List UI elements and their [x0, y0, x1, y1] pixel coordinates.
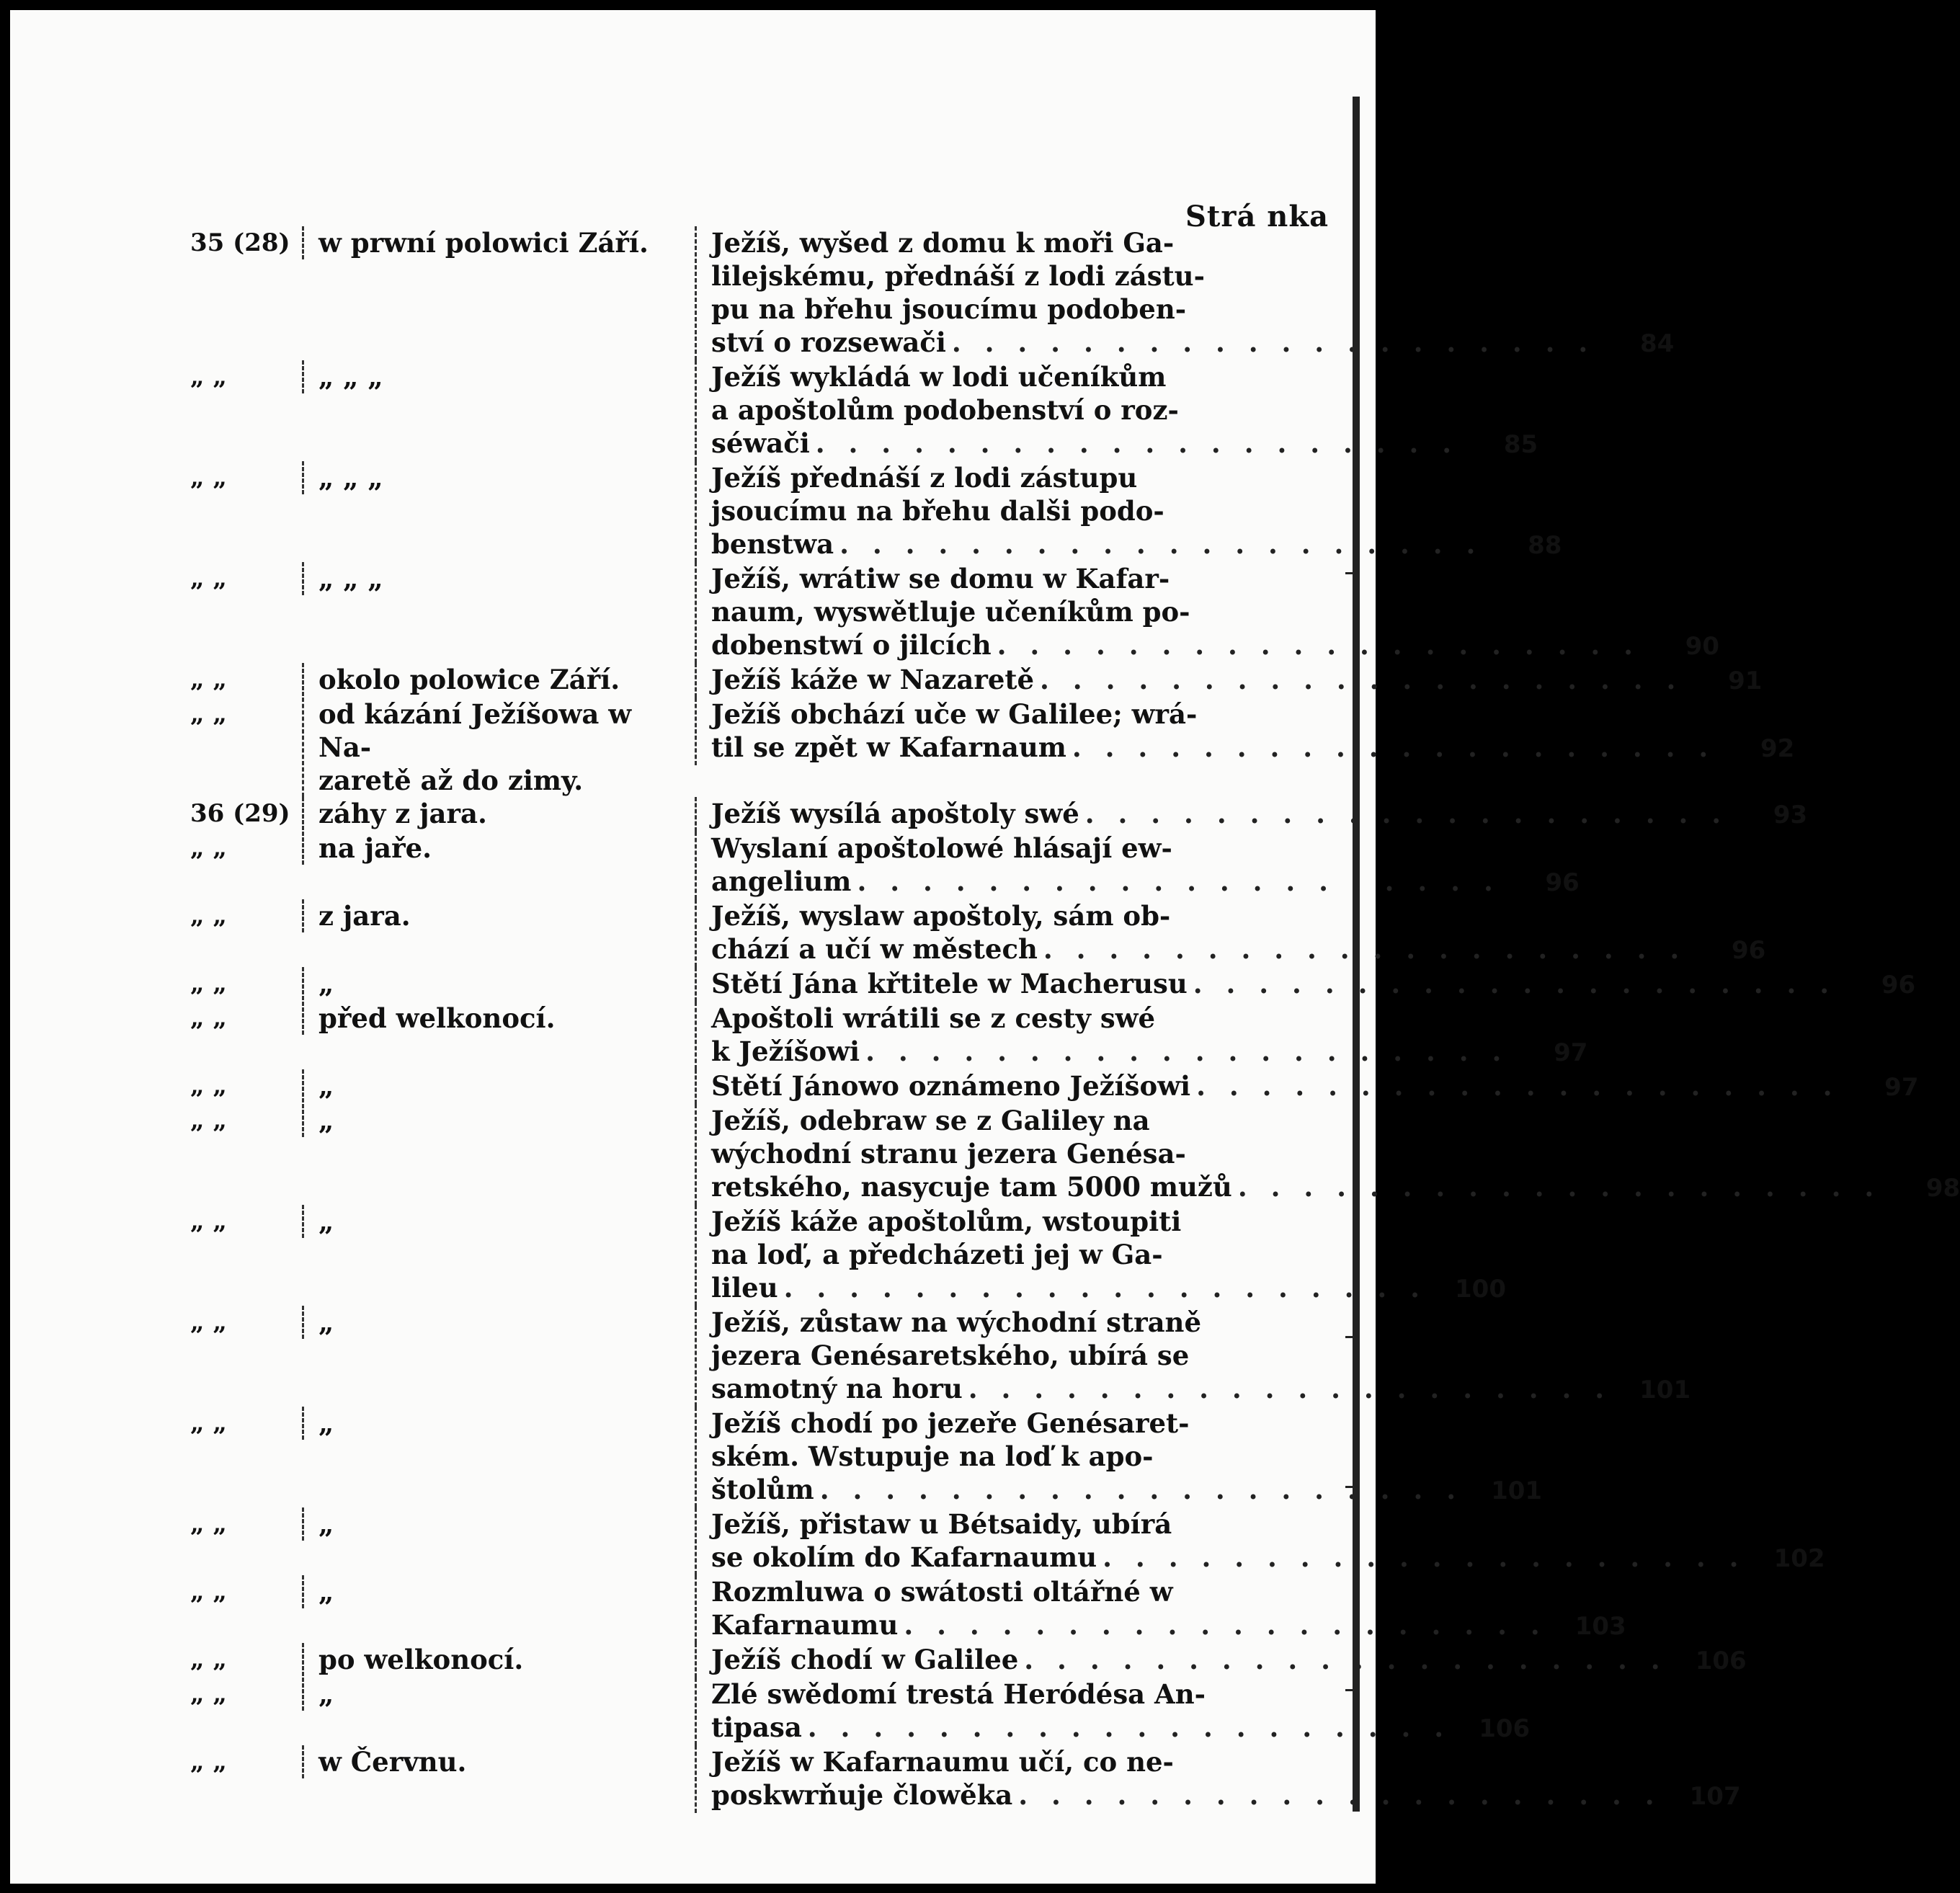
time-cell [302, 461, 695, 494]
table-row [10, 1745, 1741, 1813]
time-line: z jara. [318, 900, 411, 932]
event-text: k Ježíšowi [711, 1035, 860, 1067]
event-text: Ježíš káže w Nazaretě [711, 664, 1035, 695]
time-line: okolo polowice Září. [318, 664, 620, 695]
page-number: 92 [1760, 734, 1795, 763]
event-cell [695, 797, 1808, 832]
event-line [711, 527, 1562, 562]
event-cell [695, 967, 1916, 1002]
event-text: Ježíš, přistaw u Bétsaidy, ubírá [711, 1508, 1172, 1540]
page-number: 101 [1491, 1476, 1543, 1505]
event-text: Ježíš chodí w Galilee [711, 1644, 1019, 1675]
event-cell [695, 1678, 1531, 1745]
table-row [10, 1407, 1543, 1507]
time-cell [302, 1507, 695, 1541]
event-line [711, 899, 1329, 932]
event-text: Ježíš káže apoštolům, wstoupiti [711, 1206, 1182, 1237]
time-cell [302, 967, 695, 1000]
leader-dots: . . . . . . . . . . . . . . . . . . . . [815, 427, 1459, 459]
event-text: Ježíš, zůstaw na wýchodní straně [711, 1306, 1202, 1338]
time-cell [302, 1575, 695, 1608]
event-line [711, 628, 1720, 663]
event-text: Ježíš w Kafarnaumu učí, co ne- [711, 1746, 1174, 1778]
event-line [711, 461, 1329, 494]
time-line: „ [318, 1407, 334, 1439]
event-cell [695, 1306, 1691, 1407]
event-line [711, 562, 1329, 595]
time-cell [302, 1205, 695, 1238]
event-text: samotný na horu [711, 1373, 963, 1404]
page-column-header: Strá nka [1185, 200, 1329, 233]
event-line [711, 1507, 1329, 1541]
year-cell: „ „ [190, 700, 227, 729]
table-row [10, 461, 1562, 562]
chronology-table [10, 226, 1960, 1813]
table-row [10, 698, 1795, 797]
event-line [711, 1372, 1691, 1407]
event-line [711, 1238, 1329, 1271]
time-cell [302, 832, 695, 865]
year-cell: „ „ [190, 362, 227, 391]
event-cell [695, 698, 1795, 765]
event-text: Ježíš, wyšed z domu k moři Ga- [711, 227, 1175, 259]
event-text: Ježíš, wyslaw apoštoly, sám ob- [711, 900, 1171, 932]
table-row [10, 663, 1763, 698]
event-text: lileu [711, 1272, 778, 1304]
event-cell [695, 1407, 1543, 1507]
event-line [711, 1035, 1588, 1069]
time-line: „ [318, 1576, 334, 1608]
leader-dots: . . . . . . . . . . . . . . . . . . . . [783, 1272, 1427, 1304]
book-page [10, 10, 1960, 1884]
leader-dots: . . . . . . . . . . . . . . . . . . . . [839, 528, 1483, 560]
event-line [711, 1306, 1329, 1339]
event-cell [695, 663, 1763, 698]
page-number: 98 [1925, 1174, 1960, 1203]
event-cell [695, 1069, 1919, 1104]
table-row [10, 1306, 1691, 1407]
event-cell [695, 1745, 1741, 1813]
event-text: Zlé swědomí trestá Heródésa An- [711, 1678, 1206, 1710]
event-line [711, 663, 1763, 698]
page-number: 97 [1884, 1073, 1919, 1102]
event-text: na loď, a předcházeti jej w Ga- [711, 1239, 1163, 1270]
event-line [711, 1170, 1960, 1205]
time-line: w Červnu. [318, 1746, 467, 1778]
event-line [711, 326, 1675, 360]
event-line [711, 1643, 1747, 1678]
year-cell: „ „ [190, 969, 227, 998]
year-cell: 35 (28) [190, 228, 290, 257]
event-cell [695, 832, 1580, 899]
event-text: chází a učí w městech [711, 933, 1038, 965]
time-line: „ [318, 1070, 334, 1102]
event-line [711, 967, 1916, 1002]
table-row [10, 1643, 1747, 1678]
leader-dots: . . . . . . . . . . . . . . . . . . . . [1084, 798, 1729, 829]
year-cell: „ „ [190, 665, 227, 694]
page-number: 102 [1773, 1544, 1825, 1573]
event-line [711, 427, 1538, 461]
event-text: ském. Wstupuje na loď k apo- [711, 1440, 1154, 1472]
event-text: a apoštolům podobenství o roz- [711, 394, 1179, 426]
table-row [10, 797, 1808, 832]
time-line: „ „ „ [318, 563, 383, 594]
year-cell: „ „ [190, 564, 227, 593]
time-cell [302, 1306, 695, 1339]
event-text: naum, wyswětluje učeníkům po- [711, 596, 1190, 628]
page-number: 90 [1685, 632, 1720, 661]
leader-dots: . . . . . . . . . . . . . . . . . . . . [1237, 1171, 1881, 1203]
event-line [711, 1678, 1329, 1711]
event-line [711, 865, 1580, 899]
event-line [711, 259, 1329, 293]
page-number: 85 [1503, 430, 1538, 459]
year-cell: „ „ [190, 1308, 227, 1337]
time-line: „ [318, 1306, 334, 1338]
year-cell: „ „ [190, 1072, 227, 1100]
year-cell: „ „ [190, 1409, 227, 1438]
leader-dots: . . . . . . . . . . . . . . . . . . . . [968, 1373, 1612, 1404]
event-line [711, 1407, 1329, 1440]
year-cell: „ „ [190, 1577, 227, 1606]
event-text: tipasa [711, 1711, 802, 1743]
time-cell [302, 226, 695, 259]
time-line: w prwní polowici Září. [318, 227, 649, 259]
page-number: 96 [1881, 971, 1916, 999]
leader-dots: . . . . . . . . . . . . . . . . . . . . [819, 1474, 1464, 1505]
time-line: „ [318, 1508, 334, 1540]
time-cell [302, 899, 695, 932]
event-text: Stětí Jána křtitele w Macherusu [711, 968, 1188, 999]
event-line [711, 1104, 1329, 1137]
page-number: 101 [1639, 1376, 1691, 1404]
event-text: Wyslaní apoštolowé hlásají ew- [711, 832, 1172, 864]
event-line [711, 1778, 1741, 1813]
time-cell [302, 1407, 695, 1440]
table-row [10, 899, 1766, 967]
year-cell: „ „ [190, 1207, 227, 1236]
time-line: po welkonocí. [318, 1644, 524, 1675]
event-text: til se zpět w Kafarnaum [711, 731, 1066, 763]
leader-dots: . . . . . . . . . . . . . . . . . . . . [1196, 1070, 1840, 1102]
page-number: 97 [1554, 1038, 1588, 1067]
year-cell: „ „ [190, 1106, 227, 1135]
event-line [711, 1473, 1543, 1507]
event-text: Ježíš, wrátiw se domu w Kafar- [711, 563, 1170, 594]
table-row [10, 226, 1675, 360]
time-line: „ „ „ [318, 361, 383, 393]
leader-dots: . . . . . . . . . . . . . . . . . . . . [865, 1035, 1509, 1067]
page-number: 96 [1731, 936, 1766, 965]
event-line [711, 1339, 1329, 1372]
leader-dots: . . . . . . . . . . . . . . . . . . . . [857, 865, 1500, 897]
page-number: 84 [1639, 329, 1675, 358]
time-line: „ [318, 968, 334, 999]
event-text: wýchodní stranu jezera Genésa- [711, 1138, 1186, 1170]
leader-dots: . . . . . . . . . . . . . . . . . . . . [1043, 933, 1687, 965]
event-text: Stětí Jánowo oznámeno Ježíšowi [711, 1070, 1191, 1102]
event-line [711, 797, 1808, 832]
event-cell [695, 1575, 1626, 1643]
event-text: Ježíš chodí po jezeře Genésaret- [711, 1407, 1190, 1439]
time-cell [302, 360, 695, 393]
time-cell [302, 1643, 695, 1676]
event-text: jezera Genésaretského, ubírá se [711, 1340, 1190, 1371]
time-line: „ [318, 1678, 334, 1710]
event-line [711, 1069, 1919, 1104]
time-cell [302, 797, 695, 830]
table-row [10, 967, 1916, 1002]
table-row [10, 360, 1538, 461]
time-line: od kázání Ježíšowa w Na- [318, 698, 632, 763]
time-line: zaretě až do zimy. [318, 765, 584, 796]
event-cell [695, 461, 1562, 562]
year-cell: „ „ [190, 463, 227, 492]
event-line [711, 1137, 1329, 1170]
event-text: Ježíš přednáší z lodi zástupu [711, 462, 1138, 494]
event-line [711, 1271, 1506, 1306]
event-cell [695, 1205, 1506, 1306]
event-line [711, 1541, 1825, 1575]
time-cell [302, 698, 695, 797]
year-cell: 36 (29) [190, 799, 290, 828]
page-number: 93 [1773, 801, 1808, 829]
table-row [10, 832, 1580, 899]
leader-dots: . . . . . . . . . . . . . . . . . . . . [1193, 968, 1837, 999]
event-text: dobenstwí o jilcích [711, 629, 992, 661]
time-cell [302, 562, 695, 595]
event-line [711, 1745, 1329, 1778]
event-line [711, 494, 1329, 527]
page-number: 96 [1545, 868, 1580, 897]
time-line: na jaře. [318, 832, 432, 864]
page-number: 106 [1695, 1647, 1747, 1675]
leader-dots: . . . . . . . . . . . . . . . . . . . . [1072, 731, 1716, 763]
leader-dots: . . . . . . . . . . . . . . . . . . . . [1024, 1644, 1667, 1675]
year-cell: „ „ [190, 1004, 227, 1033]
event-text: jsoucímu na břehu dalši podo- [711, 495, 1164, 527]
year-cell: „ „ [190, 901, 227, 930]
table-row [10, 1575, 1626, 1643]
page-number: 91 [1728, 667, 1763, 695]
event-cell [695, 1507, 1825, 1575]
event-cell [695, 1104, 1960, 1205]
event-text: Ježíš wysílá apoštoly swé [711, 798, 1079, 829]
table-row [10, 1002, 1588, 1069]
event-line [711, 832, 1329, 865]
event-line [711, 1002, 1329, 1035]
event-line [711, 932, 1766, 967]
event-line [711, 1575, 1329, 1608]
leader-dots: . . . . . . . . . . . . . . . . . . . . [904, 1609, 1547, 1641]
leader-dots: . . . . . . . . . . . . . . . . . . . . [951, 326, 1595, 358]
event-cell [695, 562, 1720, 663]
year-cell: „ „ [190, 834, 227, 863]
page-number: 103 [1574, 1612, 1626, 1641]
event-text: Ježíš, odebraw se z Galiley na [711, 1105, 1150, 1136]
time-cell [302, 663, 695, 696]
event-line [711, 1711, 1531, 1745]
event-text: séwači [711, 427, 810, 459]
event-cell [695, 226, 1675, 360]
table-row [10, 1069, 1919, 1104]
event-text: štolům [711, 1474, 814, 1505]
time-line: „ [318, 1206, 334, 1237]
time-line: „ [318, 1105, 334, 1136]
leader-dots: . . . . . . . . . . . . . . . . . . . . [1018, 1779, 1662, 1811]
table-row [10, 1507, 1825, 1575]
event-line [711, 1440, 1329, 1473]
time-line: před welkonocí. [318, 1002, 556, 1034]
event-text: retského, nasycuje tam 5000 mužů [711, 1171, 1232, 1203]
table-row [10, 1205, 1506, 1306]
time-line: záhy z jara. [318, 798, 487, 829]
event-text: ství o rozsewači [711, 326, 946, 358]
year-cell: „ „ [190, 1680, 227, 1709]
event-text: Ježíš obchází uče w Galilee; wrá- [711, 698, 1198, 730]
event-line [711, 1205, 1329, 1238]
table-row [10, 562, 1720, 663]
leader-dots: . . . . . . . . . . . . . . . . . . . . [807, 1711, 1451, 1743]
event-cell [695, 1002, 1588, 1069]
event-line [711, 360, 1329, 393]
year-cell: „ „ [190, 1747, 227, 1776]
event-text: Rozmluwa o swátosti oltářné w [711, 1576, 1173, 1608]
time-line: „ „ „ [318, 462, 383, 494]
event-line [711, 731, 1795, 765]
event-line [711, 393, 1329, 427]
event-text: Apoštoli wrátili se z cesty swé [711, 1002, 1156, 1034]
event-text: Ježíš wykládá w lodi učeníkům [711, 361, 1167, 393]
event-text: pu na břehu jsoucímu podoben- [711, 293, 1187, 325]
page-number: 88 [1528, 531, 1562, 560]
page-number: 107 [1689, 1782, 1741, 1811]
leader-dots: . . . . . . . . . . . . . . . . . . . . [997, 629, 1641, 661]
event-text: Kafarnaumu [711, 1609, 899, 1641]
event-line [711, 595, 1329, 628]
year-cell: „ „ [190, 1645, 227, 1674]
event-cell [695, 360, 1538, 461]
event-line [711, 698, 1329, 731]
event-line [711, 293, 1329, 326]
leader-dots: . . . . . . . . . . . . . . . . . . . . [1040, 664, 1683, 695]
time-cell [302, 1745, 695, 1778]
table-row [10, 1104, 1960, 1205]
event-text: poskwrňuje člowěka [711, 1779, 1013, 1811]
event-cell [695, 1643, 1747, 1678]
event-line [711, 226, 1329, 259]
page-number: 106 [1479, 1714, 1531, 1743]
event-cell [695, 899, 1766, 967]
year-cell: „ „ [190, 1510, 227, 1538]
event-text: lilejskému, přednáší z lodi zástu- [711, 260, 1205, 292]
leader-dots: . . . . . . . . . . . . . . . . . . . . [1102, 1541, 1746, 1573]
time-cell [302, 1069, 695, 1103]
page-number: 100 [1455, 1275, 1506, 1304]
time-cell [302, 1678, 695, 1711]
event-text: angelium [711, 865, 852, 897]
event-text: se okolím do Kafarnaumu [711, 1541, 1097, 1573]
event-text: benstwa [711, 528, 834, 560]
time-cell [302, 1104, 695, 1137]
table-row [10, 1678, 1531, 1745]
event-line [711, 1608, 1626, 1643]
time-cell [302, 1002, 695, 1035]
